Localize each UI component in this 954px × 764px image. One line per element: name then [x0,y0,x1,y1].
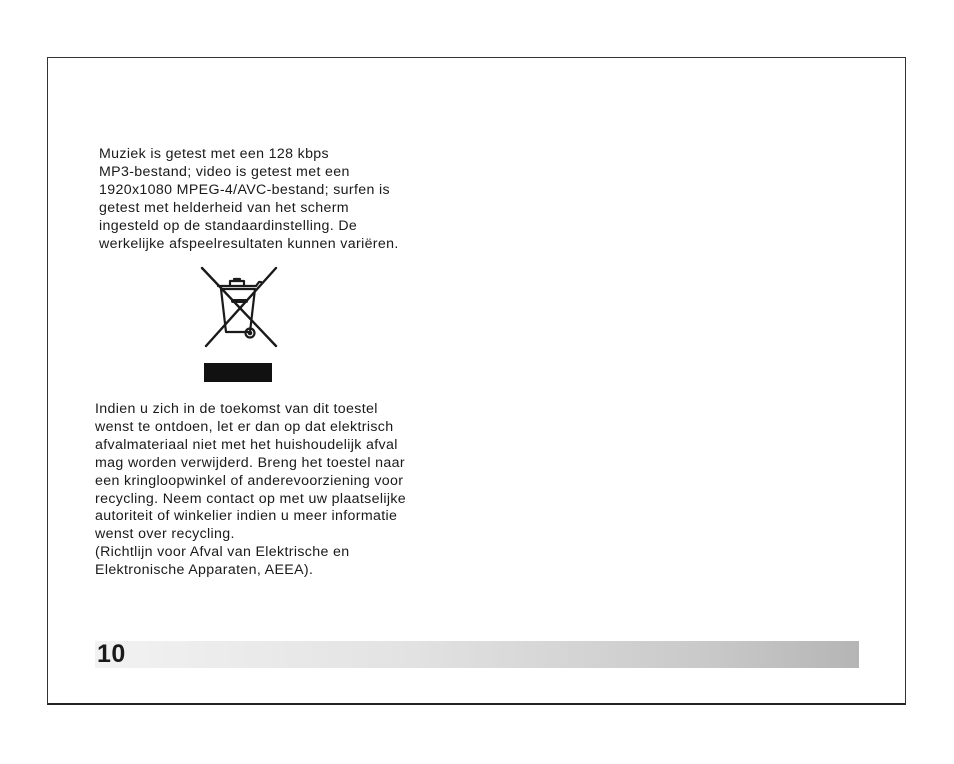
page-number-bar [95,641,859,668]
battery-test-note: Muziek is getest met een 128 kbps MP3-bestand; video is getest met een 1920x1080 MPEG-4/AVC-bestand; surfen is getest met helderheid van het scherm ingesteld op de standaardinstelling. De werkelijke afspeelresultaten kunnen variëren. [99,146,399,252]
crossed-out-wheelie-bin-icon [196,262,282,362]
disposal-instructions: Indien u zich in de toekomst van dit toestel wenst te ontdoen, let er dan op dat elektrisch afvalmateriaal niet met het huishoudelijk afval mag worden verwijderd. Breng het toestel naar een kringloopwinkel of anderevoorziening voor recycling. Neem contact op met uw plaatselijke autoriteit of winkelier indien u meer informatie wenst over recycling. (Richtlijn voor Afval van Elektrische en Elektronische Apparaten, AEEA). [95,401,407,579]
weee-bar [204,363,272,382]
page-number: 10 [97,640,126,668]
